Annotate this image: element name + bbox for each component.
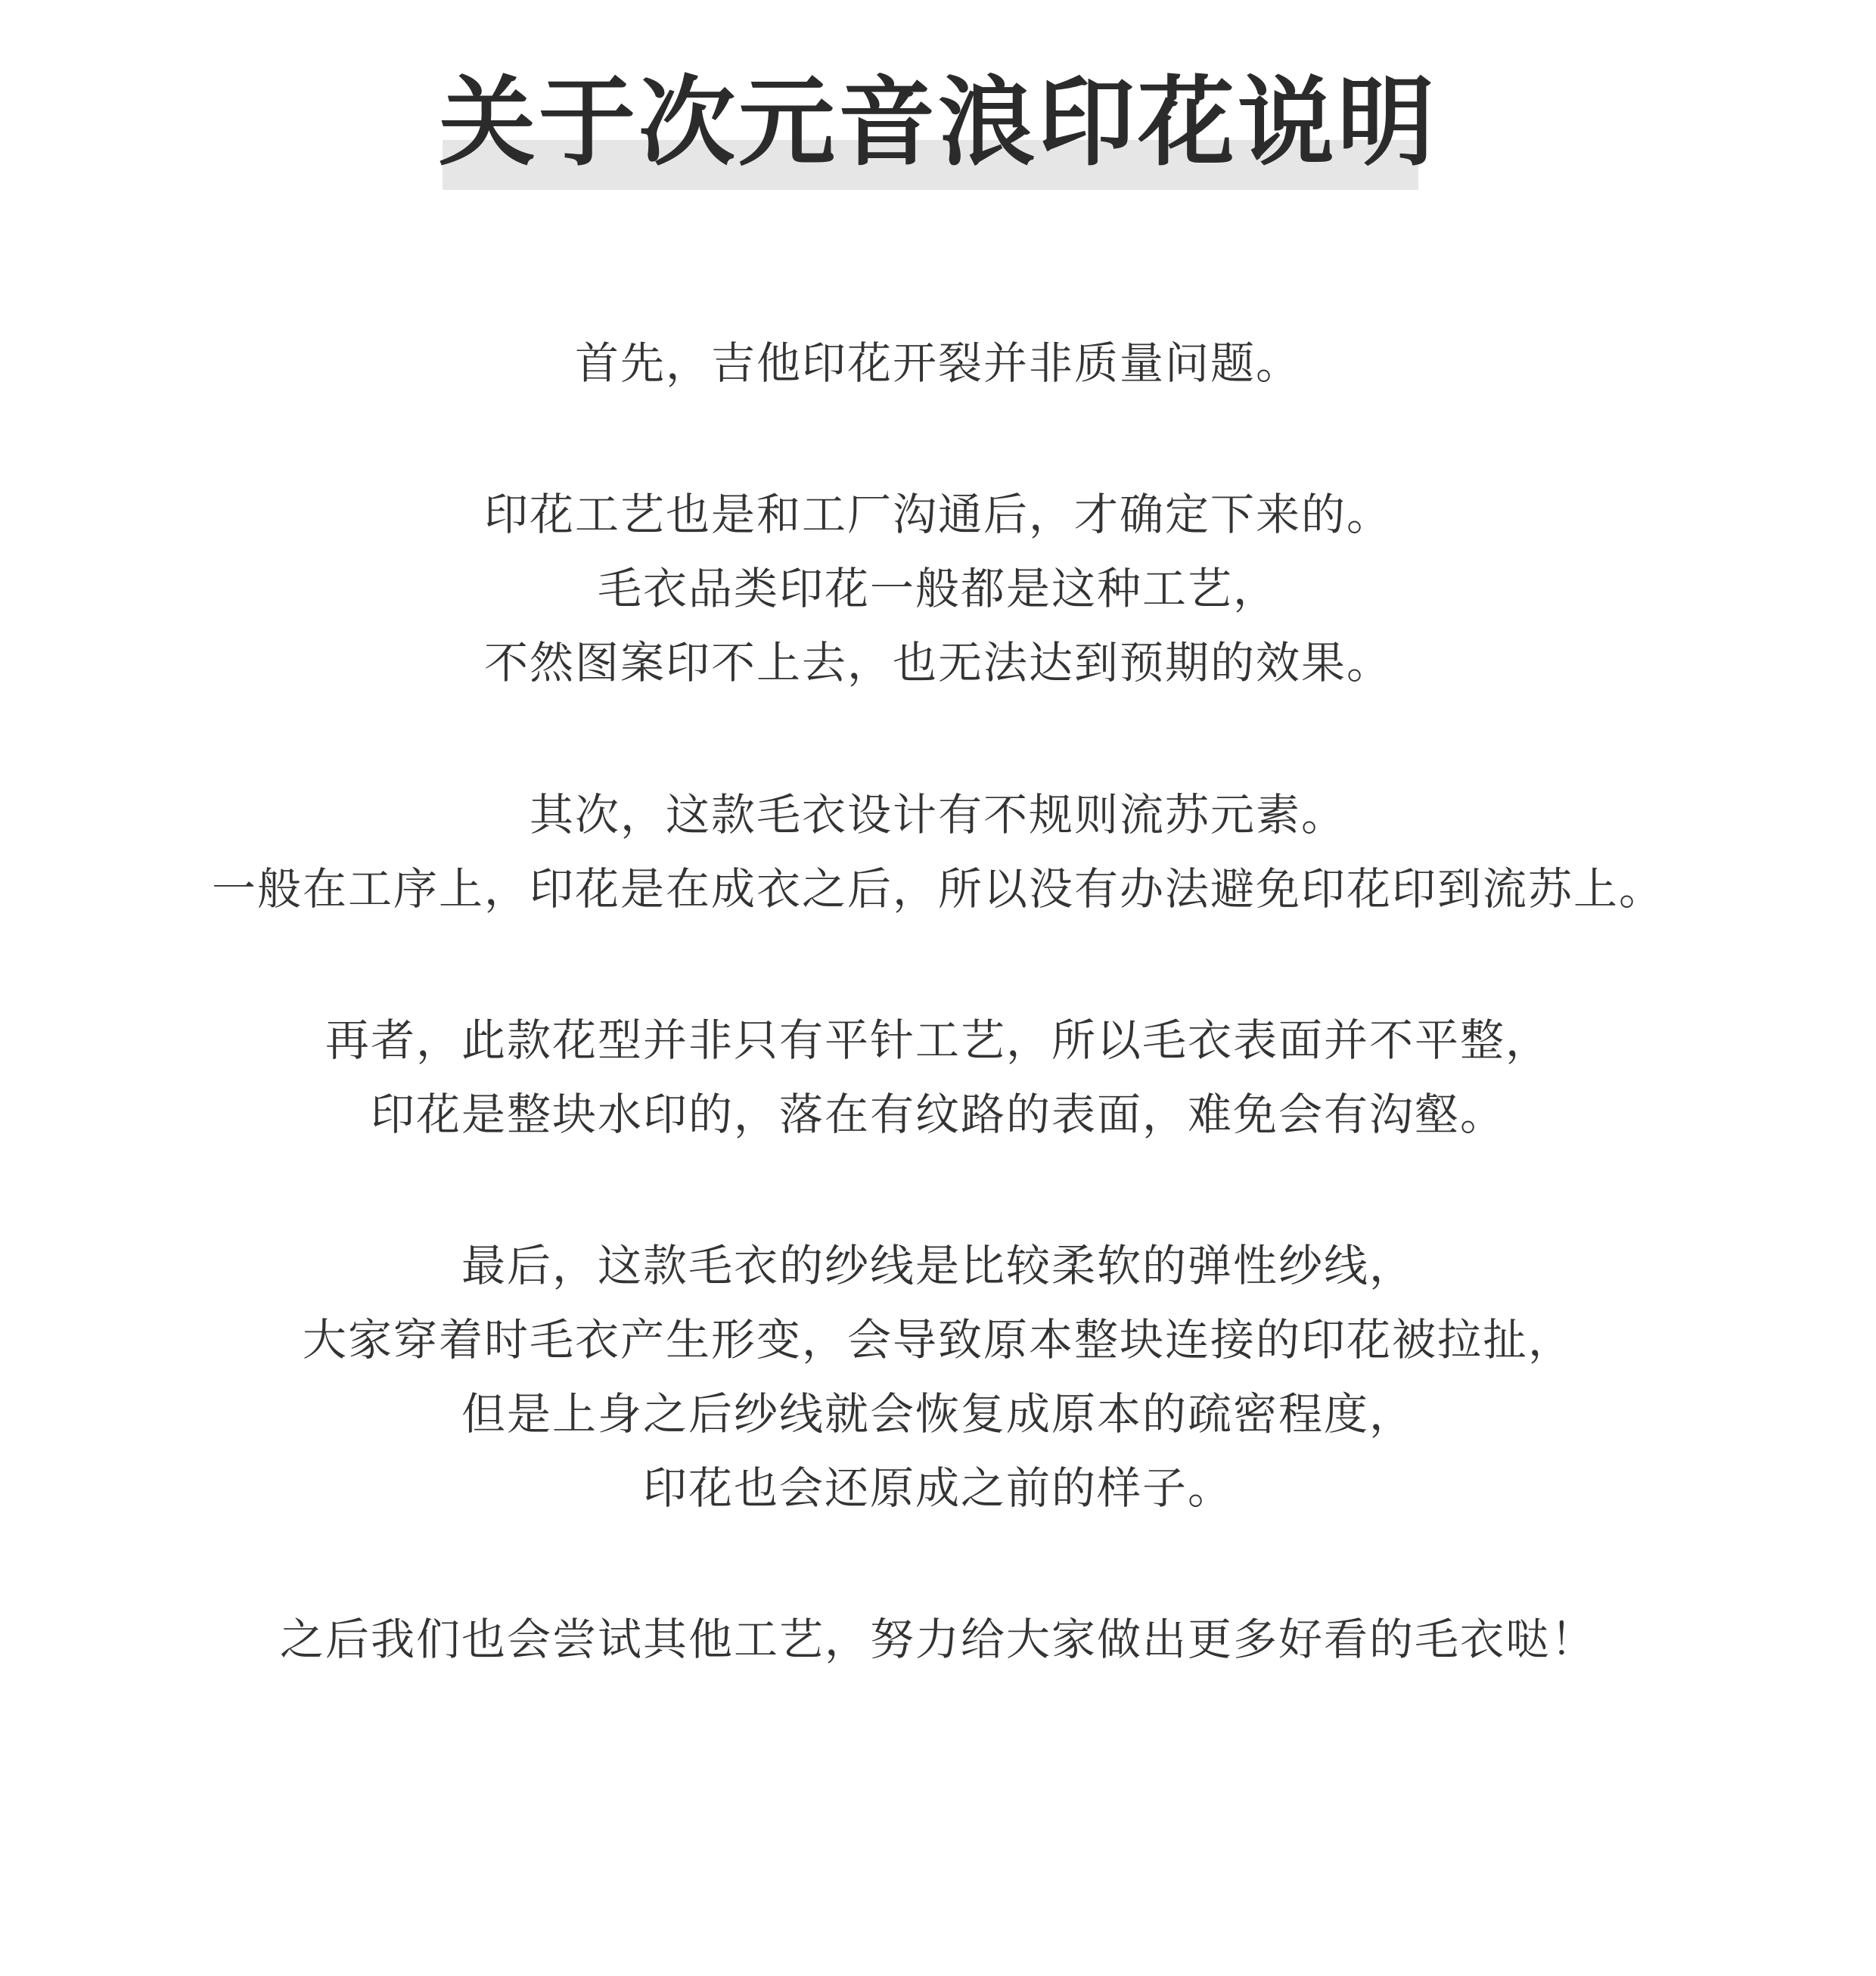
page-title: 关于次元音浪印花说明 xyxy=(438,67,1437,179)
text-line: 一般在工序上，印花是在成衣之后，所以没有办法避免印花印到流苏上。 xyxy=(211,863,1664,915)
text-line: 首先，吉他印花开裂并非质量问题。 xyxy=(574,337,1301,389)
text-line: 之后我们也会尝试其他工艺，努力给大家做出更多好看的毛衣哒！ xyxy=(279,1614,1596,1665)
text-line: 毛衣品类印花一般都是这种工艺， xyxy=(597,563,1278,614)
text-line: 再者，此款花型并非只有平针工艺，所以毛衣表面并不平整， xyxy=(325,1014,1551,1066)
text-line: 其次，这款毛衣设计有不规则流苏元素。 xyxy=(529,789,1346,840)
text-line: 大家穿着时毛衣产生形变，会导致原本整块连接的印花被拉扯， xyxy=(302,1314,1573,1365)
text-line: 印花也会还原成之前的样子。 xyxy=(642,1462,1233,1514)
text-line: 但是上身之后纱线就会恢复成原本的疏密程度， xyxy=(461,1388,1415,1440)
text-line: 印花是整块水印的，落在有纹路的表面，难免会有沟壑。 xyxy=(370,1089,1505,1140)
text-line: 不然图案印不上去，也无法达到预期的效果。 xyxy=(483,637,1392,688)
text-line: 印花工艺也是和工厂沟通后，才确定下来的。 xyxy=(483,489,1392,540)
text-line: 最后，这款毛衣的纱线是比较柔软的弹性纱线， xyxy=(461,1240,1415,1291)
title-block xyxy=(0,0,1876,197)
